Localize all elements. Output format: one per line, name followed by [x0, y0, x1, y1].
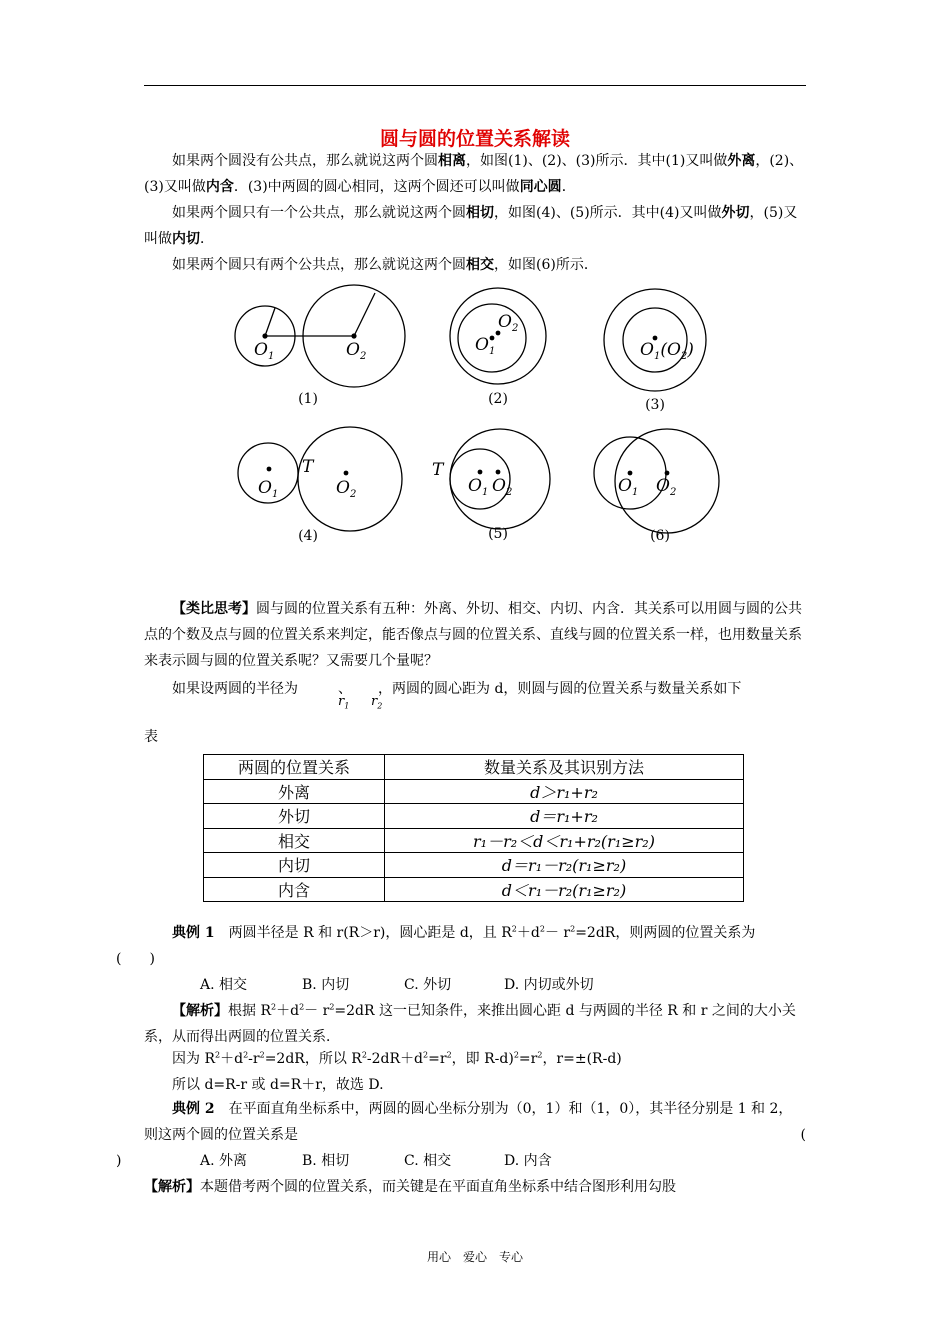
- table-cell-relation: 外离: [204, 779, 385, 804]
- table-cell-condition: d＝r₁+r₂: [385, 804, 744, 829]
- paragraph-radius-def: 如果设两圆的半径为 、 ，两圆的圆心距为 d，则圆与圆的位置关系与数量关系如下: [172, 681, 742, 697]
- fig6-caption: (6): [650, 528, 670, 544]
- example-2: 典例 2 在平面直角坐标系中，两圆的圆心坐标分别为（0，1）和（1，0），其半径分别是 1 和 2，则这两个圆的位置关系是 ( ): [116, 1101, 806, 1169]
- fig5-caption: (5): [488, 526, 508, 542]
- paragraph-intersect: 如果两个圆只有两个公共点，那么就说这两个圆相交，如图(6)所示．: [172, 257, 598, 273]
- header-rule: [144, 85, 806, 86]
- fig2-label-o2: $O_2$: [498, 312, 519, 334]
- fig1-label-o2: $O_2$: [346, 340, 367, 362]
- table-row: [204, 779, 744, 804]
- paragraph-tangent: 如果两个圆只有一个公共点，那么就说这两个圆相切，如图(4)、(5)所示．其中(4)又叫做外切，(5)又叫做内切．: [144, 205, 798, 247]
- table-row: [204, 877, 744, 902]
- choice: C. 相交: [404, 1153, 452, 1169]
- relation-table: [203, 754, 744, 902]
- fig3-label: $O_1(O_2)$: [640, 340, 694, 362]
- choice: B. 内切: [302, 977, 350, 993]
- fig4-label-o1: $O_1$: [258, 478, 279, 500]
- fig4-circle-large: [298, 427, 402, 531]
- example-2-choices: [144, 1148, 806, 1174]
- table-header-row: [204, 755, 744, 780]
- table-cell-condition: r₁－r₂＜d＜r₁+r₂(r₁≥r₂): [385, 828, 744, 853]
- paragraph-analogy-think: 【类比思考】圆与圆的位置关系有五种：外离、外切、相交、内切、内含．其关系可以用圆与圆的公共点的个数及点与圆的位置关系来判定，能否像点与圆的位置关系、直线与圆的位置关系一样，也用数量关系来表示圆与圆的位置关系呢？又需要几个量呢？: [144, 601, 802, 669]
- fig1-label-o1: $O_1$: [254, 340, 275, 362]
- paragraph-table-word: 表: [144, 729, 158, 745]
- fig6-label-o2: $O_2$: [656, 476, 677, 498]
- solution-2: 【解析】本题借考两个圆的位置关系，而关键是在平面直角坐标系中结合图形利用勾股: [144, 1179, 676, 1195]
- choice: B. 相切: [302, 1153, 350, 1169]
- fig5-center-o1: [478, 470, 483, 475]
- fig4-center-o1: [267, 467, 272, 472]
- radius-r1: $r_1$: [338, 694, 350, 711]
- table-cell-condition: d＝r₁－r₂(r₁≥r₂): [385, 853, 744, 878]
- fig2-caption: (2): [488, 391, 508, 407]
- fig5-label-o2: $O_2$: [492, 476, 513, 498]
- fig2-circle-large: [450, 288, 546, 384]
- example-1: 典例 1 两圆半径是 R 和 r(R＞r)，圆心距是 d，且 $R^2+d^2- r^2=2dR$，则两圆的位置关系为 ( ): [116, 924, 756, 967]
- page-title: 圆与圆的位置关系解读: [379, 128, 570, 150]
- table-cell-relation: 内切: [204, 853, 385, 878]
- fig4-center-o2: [344, 471, 349, 476]
- paragraph-separated: 如果两个圆没有公共点，那么就说这两个圆相离，如图(1)、(2)、(3)所示．其中(1)又叫做外离，(2)、(3)又叫做内含．(3)中两圆的圆心相同，这两个圆还可以叫做同心圆．: [144, 153, 804, 195]
- fig1-center-o1: [262, 333, 267, 338]
- table-cell-condition: d＞r₁+r₂: [385, 779, 744, 804]
- table-cell-condition: d＜r₁－r₂(r₁≥r₂): [385, 877, 744, 902]
- solution-1: 【解析】根据 $R^2+d^2- r^2=2dR$ 这一已知条件，来推出圆心距 d 与两圆的半径 R 和 r 之间的大小关系，从而得出两圆的位置关系．: [144, 1002, 796, 1045]
- fig1-center-o2: [351, 333, 356, 338]
- fig4-caption: (4): [298, 528, 318, 544]
- fig2-center-o1: [490, 336, 495, 341]
- table-row: [204, 804, 744, 829]
- fig5-center-o2: [496, 470, 501, 475]
- choice: A. 外离: [200, 1153, 248, 1169]
- choice: A. 相交: [200, 977, 248, 993]
- fig5-label-o1: $O_1$: [468, 476, 489, 498]
- choice: C. 外切: [404, 977, 452, 993]
- fig1-caption: (1): [298, 391, 318, 407]
- fig6-label-o1: $O_1$: [618, 476, 639, 498]
- table-cell-relation: 相交: [204, 828, 385, 853]
- choice: D. 内切或外切: [504, 977, 594, 993]
- page-footer: 用心 爱心 专心: [426, 1250, 523, 1264]
- fig4-label-o2: $O_2$: [336, 478, 357, 500]
- table-header-cell: 数量关系及其识别方法: [385, 755, 744, 780]
- fig2-label-o1: $O_1$: [475, 335, 496, 357]
- fig1-radius-large: [354, 293, 375, 336]
- example-1-choices: [144, 972, 806, 998]
- table-row: [204, 828, 744, 853]
- table-row: [204, 853, 744, 878]
- fig1-radius-small: [265, 308, 275, 336]
- circle-position-figure: [230, 283, 720, 545]
- solution-1-derivation: 因为 $R^2+d^2-r^2=2dR$，所以 $R^2-2dR+d^2=r^2$，即 $R-d)^2=r^2$，r=±(R-d): [172, 1050, 622, 1067]
- table-cell-relation: 内含: [204, 877, 385, 902]
- solution-1-conclusion: 所以 d=R-r 或 d=R＋r，故选 D.: [172, 1077, 384, 1093]
- fig3-caption: (3): [645, 397, 665, 413]
- fig6-center-o2: [665, 471, 670, 476]
- fig6-center-o1: [628, 471, 633, 476]
- fig5-label-t: T: [432, 460, 444, 480]
- table-header-cell: 两圆的位置关系: [204, 755, 385, 780]
- radius-r2: $r_2$: [371, 694, 383, 711]
- choice: D. 内含: [504, 1153, 552, 1169]
- fig4-label-t: T: [302, 457, 314, 477]
- table-cell-relation: 外切: [204, 804, 385, 829]
